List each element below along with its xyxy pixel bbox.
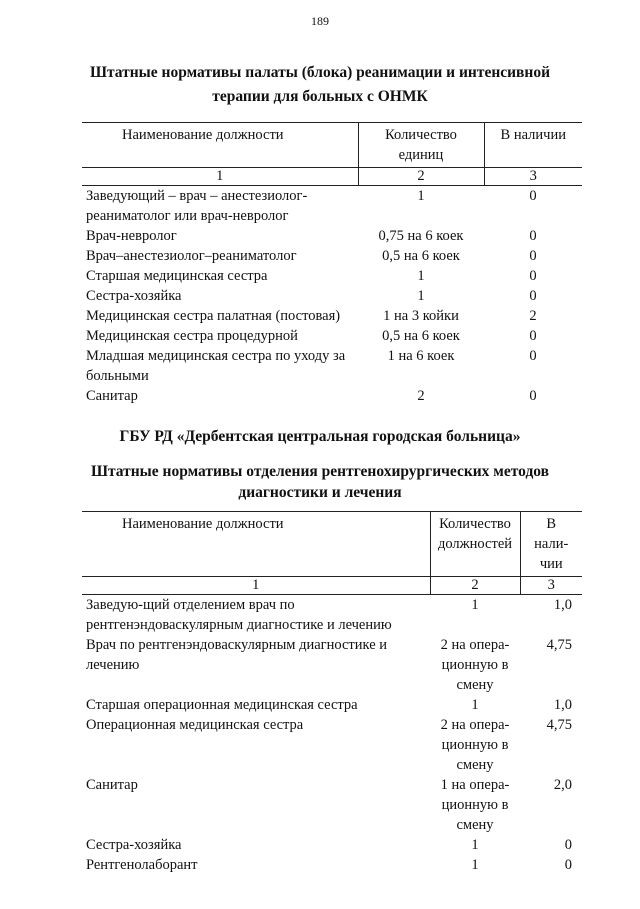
section2-title (60, 461, 580, 503)
position-quantity: 1 (471, 697, 479, 713)
table-header-row (82, 512, 582, 577)
table-row (82, 695, 582, 715)
position-available: 0 (529, 228, 537, 244)
position-quantity: 1 (417, 288, 425, 304)
header-quantity-line1: Количество (439, 516, 511, 532)
table-row (82, 326, 582, 346)
position-available: 4,75 (546, 717, 572, 733)
position-quantity: 0,5 на 6 коек (382, 248, 460, 264)
position-name: Сестра-хозяйка (86, 837, 182, 853)
position-available: 0 (529, 188, 537, 204)
position-quantity: 1 на 6 коек (387, 348, 455, 364)
section1-title (60, 62, 580, 107)
position-available: 2,0 (553, 777, 572, 793)
position-quantity: 0,75 на 6 коек (378, 228, 464, 244)
position-name: Врач по рентгенэндоваскулярным диагностике и лечению (86, 637, 388, 673)
position-name: Младшая медицинская сестра по уходу за больными (86, 348, 346, 384)
column-number: 3 (484, 168, 582, 186)
header-quantity (358, 123, 484, 168)
position-available: 0 (529, 328, 537, 344)
table-row (82, 595, 582, 636)
position-name: Рентгенолаборант (86, 857, 198, 873)
header-position: Наименование должности (82, 123, 358, 168)
position-name: Заведую-щий отделением врач по рентгенэндоваскулярным диагностике и лечению (86, 597, 392, 633)
position-name: Сестра-хозяйка (86, 288, 182, 304)
page-number: 189 (311, 14, 329, 28)
table-row (82, 346, 582, 386)
position-quantity: 2 на опера-ционную в смену (440, 637, 510, 693)
header-quantity (430, 512, 520, 577)
header-quantity-line1: Количество (385, 127, 457, 143)
position-available: 0 (529, 388, 537, 404)
column-number: 1 (82, 577, 430, 595)
position-name: Заведующий – врач – анестезиолог-реаниматолог или врач-невролог (86, 188, 308, 224)
column-number-row (82, 168, 582, 186)
position-name: Операционная медицинская сестра (86, 717, 304, 733)
position-available: 0 (529, 248, 537, 264)
position-available: 0 (529, 268, 537, 284)
header-available-line3: чии (539, 556, 563, 572)
position-quantity: 1 (471, 597, 479, 613)
header-available-line1: В (546, 516, 557, 532)
table-row (82, 306, 582, 326)
table-row (82, 186, 582, 227)
table-row (82, 715, 582, 775)
position-name: Санитар (86, 777, 138, 793)
header-available (520, 512, 582, 577)
section2-title-line2: диагностики и лечения (238, 484, 402, 501)
column-number: 2 (430, 577, 520, 595)
header-position: Наименование должности (82, 512, 430, 577)
position-quantity: 1 (471, 837, 479, 853)
table-row (82, 226, 582, 246)
table-row (82, 835, 582, 855)
position-quantity: 1 (417, 188, 425, 204)
position-name: Врач–анестезиолог–реаниматолог (86, 248, 297, 264)
position-available: 0 (564, 857, 572, 873)
position-name: Санитар (86, 388, 138, 404)
column-number: 3 (520, 577, 582, 595)
column-number: 2 (358, 168, 484, 186)
position-name: Медицинская сестра палатная (постовая) (86, 308, 341, 324)
table-row (82, 635, 582, 695)
table-row (82, 855, 582, 875)
position-name: Старшая операционная медицинская сестра (86, 697, 358, 713)
header-available: В наличии (484, 123, 582, 168)
position-quantity: 1 (417, 268, 425, 284)
table-header-row (82, 123, 582, 168)
table-row (82, 775, 582, 835)
table-row (82, 246, 582, 266)
position-quantity: 2 на опера-ционную в смену (440, 717, 510, 773)
column-number: 1 (82, 168, 358, 186)
header-quantity-line2: должностей (437, 536, 513, 552)
position-available: 4,75 (546, 637, 572, 653)
position-available: 2 (529, 308, 537, 324)
staffing-table-icu (82, 122, 582, 406)
section2-title-line1: Штатные нормативы отделения рентгенохирургических методов (90, 463, 550, 480)
staffing-table-xray-surgery (82, 511, 582, 875)
table-row (82, 266, 582, 286)
position-name: Медицинская сестра процедурной (86, 328, 298, 344)
position-quantity: 1 на 3 койки (383, 308, 459, 324)
table-row (82, 286, 582, 306)
position-available: 0 (564, 837, 572, 853)
position-quantity: 1 (471, 857, 479, 873)
section1-title-line1: Штатные нормативы палаты (блока) реанимации и интенсивной (89, 64, 551, 81)
position-available: 0 (529, 288, 537, 304)
position-quantity: 0,5 на 6 коек (382, 328, 460, 344)
position-quantity: 2 (417, 388, 425, 404)
column-number-row (82, 577, 582, 595)
section1-title-line2: терапии для больных с ОНМК (212, 88, 428, 105)
position-name: Старшая медицинская сестра (86, 268, 268, 284)
position-name: Врач-невролог (86, 228, 177, 244)
organization-title: ГБУ РД «Дербентская центральная городская больница» (119, 428, 521, 445)
position-quantity: 1 на опера-ционную в смену (440, 777, 510, 833)
position-available: 0 (529, 348, 537, 364)
header-available-line2: нали- (534, 536, 569, 552)
position-available: 1,0 (553, 597, 572, 613)
position-available: 1,0 (553, 697, 572, 713)
header-quantity-line2: единиц (398, 147, 444, 163)
table-row (82, 386, 582, 406)
